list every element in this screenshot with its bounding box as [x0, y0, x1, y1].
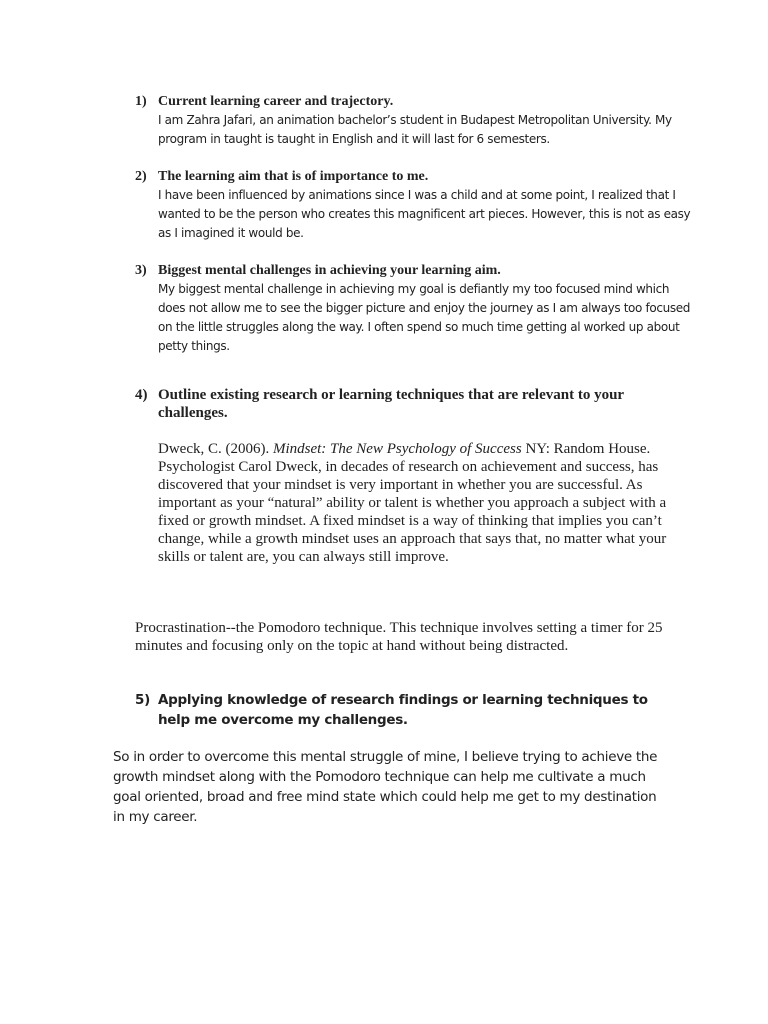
section-number: 3): [135, 263, 147, 278]
citation-author: Dweck, C. (2006).: [158, 441, 270, 457]
section-1: [135, 93, 695, 149]
citation-publisher: NY: Random House.: [525, 441, 651, 457]
section-number: 5): [135, 692, 150, 708]
section-number: 1): [135, 94, 147, 109]
citation-title: Mindset: The New Psychology of Success: [272, 441, 522, 457]
section-3: [135, 262, 695, 356]
section-heading: Current learning career and trajectory.: [158, 94, 394, 109]
section-5: [135, 690, 675, 730]
section-number: 2): [135, 169, 147, 184]
conclusion-paragraph: So in order to overcome this mental struggle of mine, I believe trying to achieve the growth mindset along with the Pomodoro technique can help me cultivate a much goal oriented, broad and free mind state which could help me get to my destination in my career.: [113, 749, 658, 825]
section-heading: Biggest mental challenges in achieving your learning aim.: [158, 263, 501, 278]
section-heading: Outline existing research or learning techniques that are relevant to your challenges.: [158, 387, 624, 421]
section-4: [135, 386, 665, 566]
section-body: My biggest mental challenge in achieving my goal is defiantly my too focused mind which does not allow me to see the bigger picture and enjoy the journey as I am always too focused on the little struggles along the way. I often spend so much time getting al worked up about petty things.: [158, 282, 691, 353]
section-heading: Applying knowledge of research findings or learning techniques to help me overcome my challenges.: [158, 692, 648, 728]
pomodoro-paragraph: Procrastination--the Pomodoro technique. This technique involves setting a timer for 25 minutes and focusing only on the topic at hand without being distracted.: [135, 620, 663, 654]
section-body: I am Zahra Jafari, an animation bachelor’s student in Budapest Metropolitan University. My program in taught is taught in English and it will last for 6 semesters.: [158, 113, 672, 146]
citation-summary: Psychologist Carol Dweck, in decades of research on achievement and success, has discovered that your mindset is very important in whether you are successful. As important as your “natural” ability or talent is whether you approach a subject with a fixed or growth mindset. A fixed mindset is a way of thinking that implies you can’t change, while a growth mindset uses an approach that says that, no matter what your skills or talent are, you can always still improve.: [158, 459, 667, 565]
research-citation-block: [158, 440, 673, 566]
section-number: 4): [135, 387, 148, 403]
section-heading: The learning aim that is of importance to me.: [158, 169, 429, 184]
section-body: I have been influenced by animations since I was a child and at some point, I realized that I wanted to be the person who creates this magnificent art pieces. However, this is not as easy as I imagined it would be.: [158, 188, 691, 240]
section-2: [135, 168, 695, 243]
